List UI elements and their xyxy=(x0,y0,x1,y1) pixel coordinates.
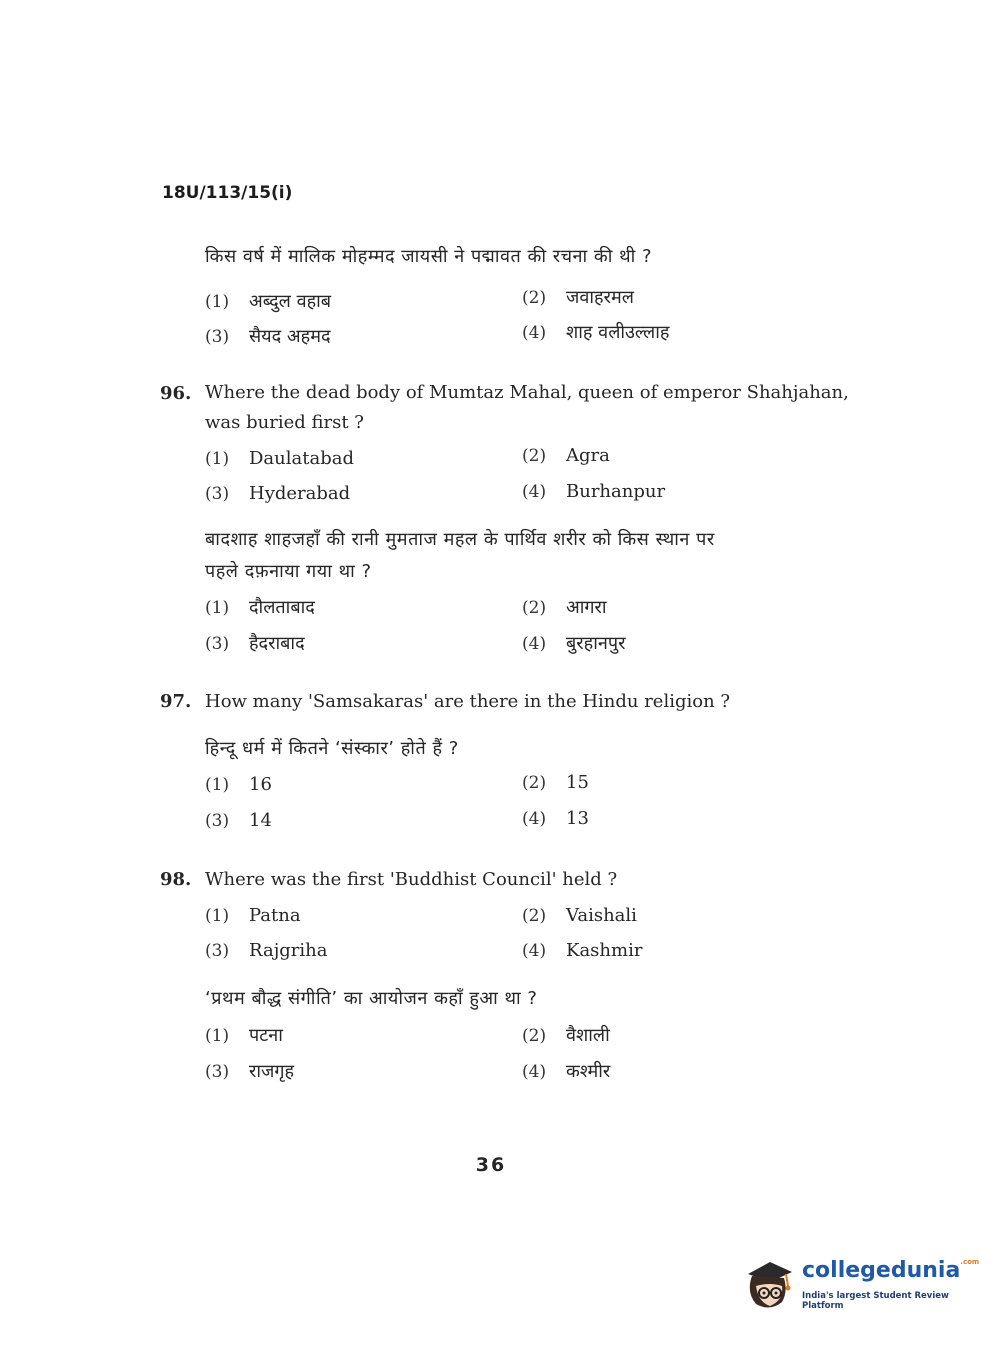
option-number: (1) xyxy=(205,906,230,926)
q95-hindi-question: किस वर्ष में मालिक मोहम्मद जायसी ने पद्मावत की रचना की थी ? xyxy=(205,246,653,267)
logo-tagline: India's largest Student Review Platform xyxy=(802,1291,949,1311)
q96-question-line-1: Where the dead body of Mumtaz Mahal, queen of emperor Shahjahan, xyxy=(205,382,849,403)
q98-hindi-option-1 xyxy=(205,1023,283,1047)
option-text: Vaishali xyxy=(566,905,637,926)
q96-hindi-option-3 xyxy=(205,631,305,655)
q95-hindi-option-4 xyxy=(522,320,669,344)
option-text: 14 xyxy=(249,810,272,831)
option-text: राजगृह xyxy=(249,1061,295,1082)
q97-number: 97. xyxy=(160,691,192,712)
q97-option-4 xyxy=(522,808,589,829)
option-text: जवाहरमल xyxy=(566,287,634,308)
paper-code: 18U/113/15(i) xyxy=(162,183,293,203)
option-number: (4) xyxy=(522,323,547,343)
q96-option-1 xyxy=(205,448,354,469)
option-text: 15 xyxy=(566,772,589,793)
q98-question: Where was the first 'Buddhist Council' held ? xyxy=(205,869,618,890)
option-number: (3) xyxy=(205,327,230,347)
option-number: (1) xyxy=(205,598,230,618)
option-number: (4) xyxy=(522,941,547,961)
option-number: (2) xyxy=(522,598,547,618)
logo-brand-suffix: .com xyxy=(960,1258,980,1266)
q97-hindi-question: हिन्दू धर्म में कितने ‘संस्कार’ होते हैं ? xyxy=(205,738,459,759)
q98-option-2 xyxy=(522,905,637,926)
q97-option-3 xyxy=(205,810,272,831)
option-number: (3) xyxy=(205,811,230,831)
option-text: दौलताबाद xyxy=(249,597,315,618)
q98-hindi-option-2 xyxy=(522,1023,610,1047)
option-number: (3) xyxy=(205,941,230,961)
option-number: (4) xyxy=(522,809,547,829)
q96-number: 96. xyxy=(160,383,192,404)
option-number: (3) xyxy=(205,484,230,504)
q96-hindi-option-2 xyxy=(522,595,607,619)
logo-brand xyxy=(802,1258,979,1283)
option-number: (4) xyxy=(522,634,547,654)
option-text: 13 xyxy=(566,808,589,829)
q98-hindi-option-3 xyxy=(205,1059,294,1083)
option-number: (2) xyxy=(522,446,547,466)
q95-hindi-option-2 xyxy=(522,285,634,309)
option-text: हैदराबाद xyxy=(249,633,305,654)
option-number: (3) xyxy=(205,1062,230,1082)
option-text: सैयद अहमद xyxy=(249,326,331,347)
option-number: (2) xyxy=(522,773,547,793)
q98-hindi-option-4 xyxy=(522,1059,610,1083)
q97-question: How many 'Samsakaras' are there in the Hindu religion ? xyxy=(205,691,731,712)
q98-hindi-question: ‘प्रथम बौद्ध संगीति’ का आयोजन कहाँ हुआ था ? xyxy=(205,988,538,1009)
option-number: (1) xyxy=(205,292,230,312)
q96-option-3 xyxy=(205,483,350,504)
mascot-icon xyxy=(740,1252,800,1312)
q97-option-1 xyxy=(205,774,272,795)
option-number: (4) xyxy=(522,1062,547,1082)
q96-hindi-option-4 xyxy=(522,631,625,655)
option-text: आगरा xyxy=(566,597,607,618)
option-text: कश्मीर xyxy=(566,1061,611,1082)
option-text: पटना xyxy=(249,1025,283,1046)
option-text: Kashmir xyxy=(566,940,643,961)
logo-brand-text: collegedunia xyxy=(802,1258,961,1283)
q98-option-3 xyxy=(205,940,328,961)
option-text: शाह वलीउल्लाह xyxy=(566,322,670,343)
q96-hindi-line-2: पहले दफ़नाया गया था ? xyxy=(205,561,372,582)
option-text: अब्दुल वहाब xyxy=(249,291,332,312)
option-text: Hyderabad xyxy=(249,483,351,504)
q96-hindi-option-1 xyxy=(205,595,315,619)
option-number: (2) xyxy=(522,1026,547,1046)
option-text: वैशाली xyxy=(566,1025,610,1046)
option-text: बुरहानपुर xyxy=(566,633,626,654)
option-number: (1) xyxy=(205,775,230,795)
q95-hindi-option-1 xyxy=(205,289,331,313)
option-number: (4) xyxy=(522,482,547,502)
q97-option-2 xyxy=(522,772,589,793)
option-text: Agra xyxy=(566,445,610,466)
page-number: 36 xyxy=(475,1154,507,1176)
option-number: (1) xyxy=(205,1026,230,1046)
option-number: (1) xyxy=(205,449,230,469)
q96-option-4 xyxy=(522,481,665,502)
q96-option-2 xyxy=(522,445,610,466)
q96-question-line-2: was buried first ? xyxy=(205,412,364,433)
q98-option-1 xyxy=(205,905,301,926)
option-text: Daulatabad xyxy=(249,448,354,469)
q96-hindi-line-1: बादशाह शाहजहाँ की रानी मुमताज महल के पार्थिव शरीर को किस स्थान पर xyxy=(205,529,715,550)
q95-hindi-option-3 xyxy=(205,324,331,348)
option-text: Burhanpur xyxy=(566,481,666,502)
collegedunia-logo xyxy=(740,1252,980,1312)
q98-option-4 xyxy=(522,940,642,961)
option-text: Rajgriha xyxy=(249,940,328,961)
option-number: (2) xyxy=(522,288,547,308)
option-number: (3) xyxy=(205,634,230,654)
option-number: (2) xyxy=(522,906,547,926)
option-text: 16 xyxy=(249,774,272,795)
q98-number: 98. xyxy=(160,869,192,890)
option-text: Patna xyxy=(249,905,301,926)
